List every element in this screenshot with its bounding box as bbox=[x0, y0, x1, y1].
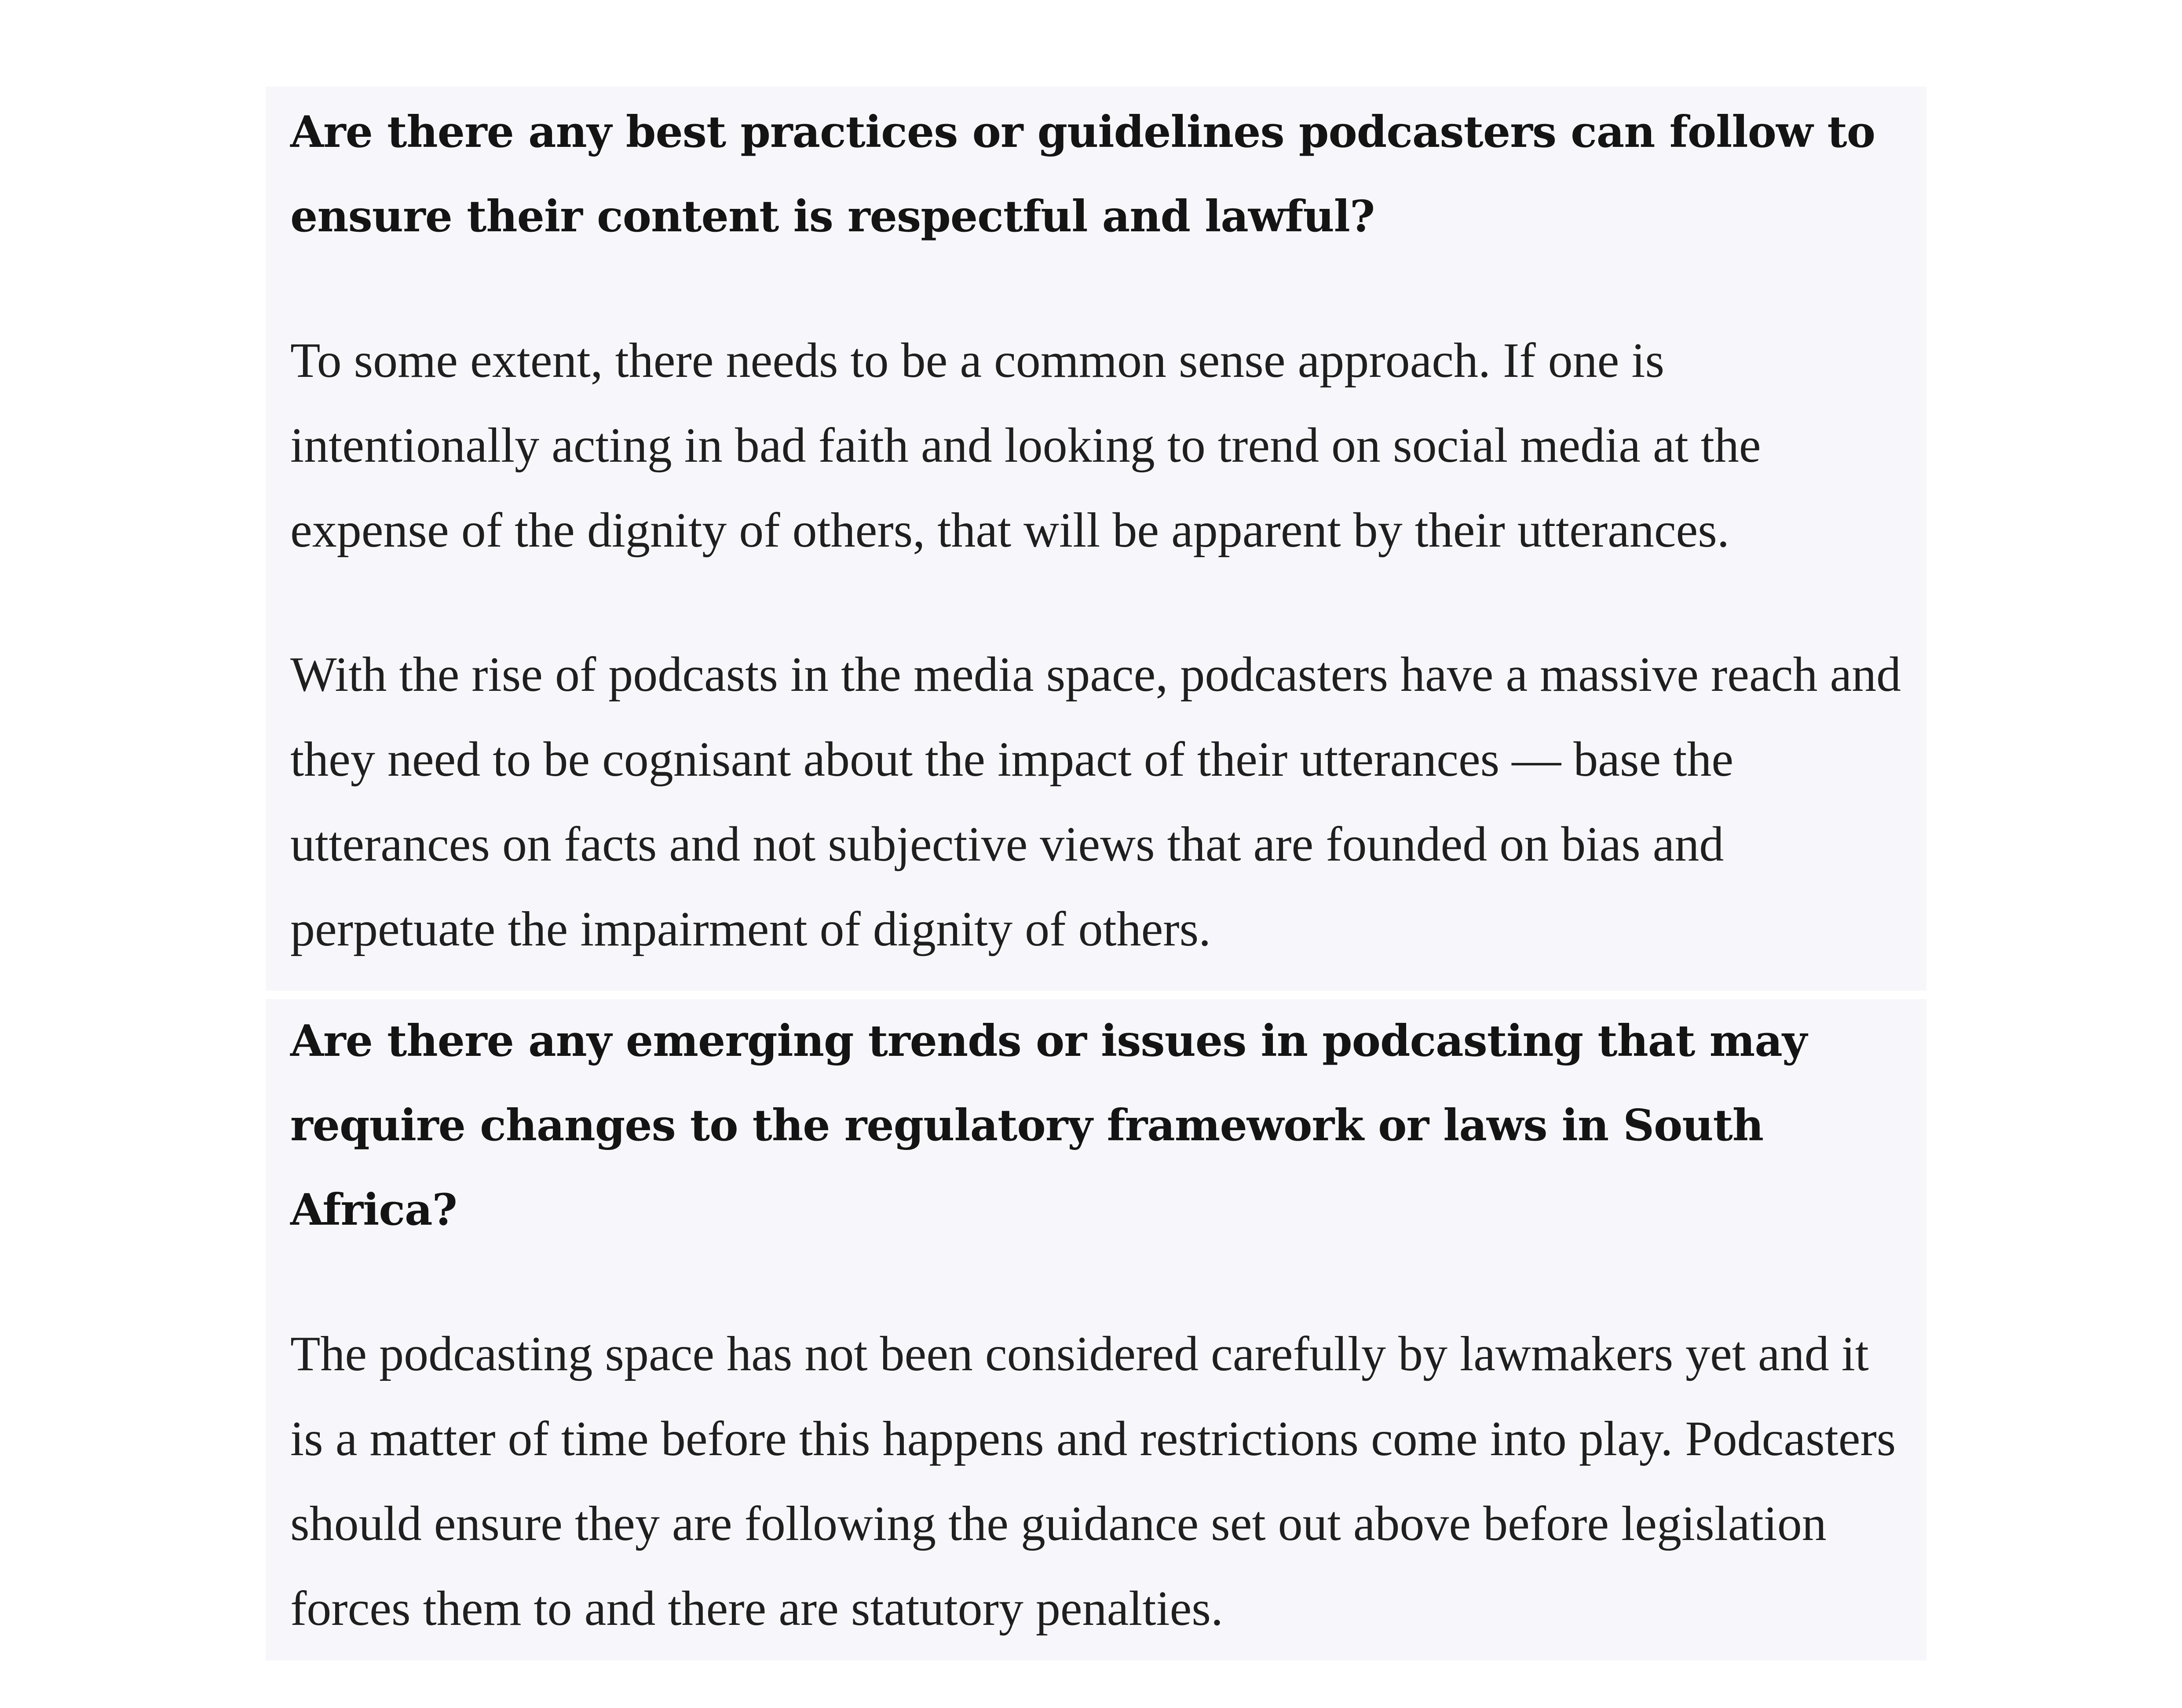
qa-section-emerging-trends bbox=[266, 999, 1926, 1661]
answer-paragraph: With the rise of podcasts in the media space, podcasters have a massive reach and they need to be cognisant about the impact of their utterances — base the utterances on facts and not subjective views that are founded on bias and perpetuate the impairment of dignity of others. bbox=[290, 647, 1901, 956]
qa-section-podcast-best-practices bbox=[266, 87, 1926, 991]
answer-paragraph: The podcasting space has not been considered carefully by lawmakers yet and it is a matter of time before this happens and restrictions come into play. Podcasters should ensure they are following the guidance set out above before legislation forces them to and there are statutory penalties. bbox=[290, 1327, 1896, 1636]
answer-paragraph: To some extent, there needs to be a common sense approach. If one is intentionally acting in bad faith and looking to trend on social media at the expense of the dignity of others, that will be apparent by their utterances. bbox=[290, 333, 1761, 558]
section-question: Are there any best practices or guidelines podcasters can follow to ensure their content is respectful and lawful? bbox=[290, 107, 1875, 242]
section-question: Are there any emerging trends or issues in podcasting that may require changes to the regulatory framework or laws in South Africa? bbox=[290, 1016, 1807, 1235]
